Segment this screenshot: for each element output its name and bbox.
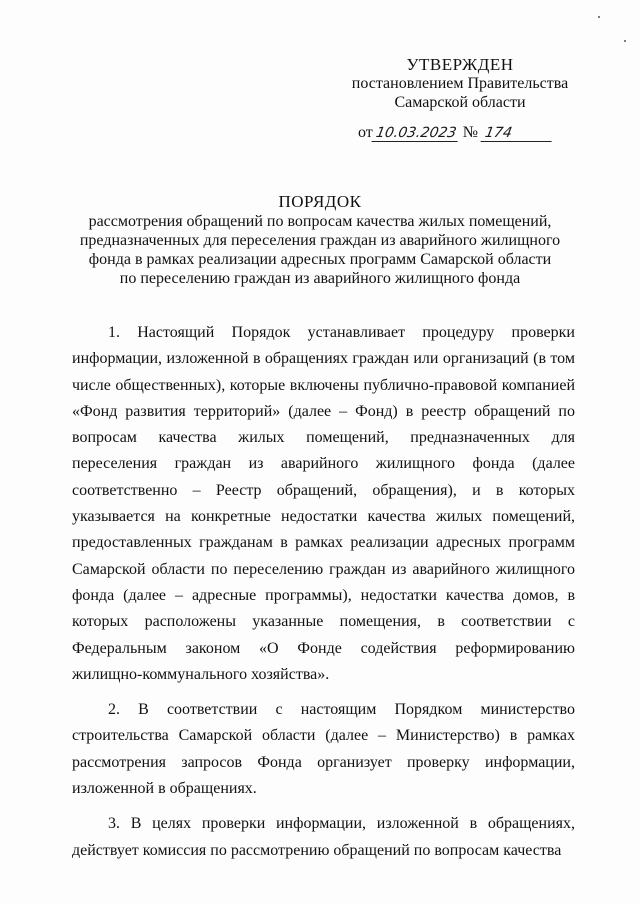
scan-speck	[598, 16, 600, 18]
heading-line: фонда в рамках реализации адресных программ Самарской области	[88, 251, 552, 268]
approval-line-1: постановлением Правительства	[351, 75, 569, 92]
paragraph-2: 2. В соответствии с настоящим Порядком министерство строительства Самарской области (далее – Министерство) в рамках рассмотрения запросов Фонда организует проверку информации, изложенной в обращениях.	[72, 701, 575, 798]
document-title: ПОРЯДОК	[278, 192, 362, 211]
approval-line-2: Самарской области	[394, 94, 526, 111]
scan-speck	[624, 40, 626, 42]
paragraph-3: 3. В целях проверки информации, изложенной в обращениях, действует комиссия по рассмотрению обращений по вопросам качества	[72, 815, 575, 859]
decree-number-label: №	[462, 124, 479, 141]
decree-number-handwritten: 174	[481, 125, 555, 142]
document-body	[72, 320, 575, 873]
heading-line: по переселению граждан из аварийного жилищного фонда	[119, 270, 521, 287]
paragraph-1: 1. Настоящий Порядок устанавливает процедуру проверки информации, изложенной в обращениях граждан или организаций (в том числе общественных), которые включены публично-правовой компанией «Фонд развития территорий» (далее – Фонд) в реестр обращений по вопросам качества жилых помещений, предназначенных для переселения граждан из аварийного жилищного фонда (далее соответственно – Реестр обращений, обращения), и в которых указывается на конкретные недостатки качества жилых помещений, предоставленных гражданам в рамках реализации адресных программ Самарской области по переселению граждан из аварийного жилищного фонда (далее – адресные программы), недостатки качества домов, в которых расположены указанные помещения, в соответствии с Федеральным законом «О Фонде содействия реформированию жилищно-коммунального хозяйства».	[72, 324, 575, 683]
approval-title: УТВЕРЖДЕН	[406, 55, 514, 74]
heading-line: рассмотрения обращений по вопросам качества жилых помещений,	[88, 213, 552, 230]
approval-block	[340, 55, 580, 112]
decree-reference	[358, 124, 553, 142]
decree-date-handwritten: 10.03.2023	[371, 125, 460, 142]
heading-line: предназначенных для переселения граждан из аварийного жилищного	[79, 232, 561, 249]
decree-prefix: от	[358, 124, 373, 141]
document-heading	[60, 192, 580, 288]
